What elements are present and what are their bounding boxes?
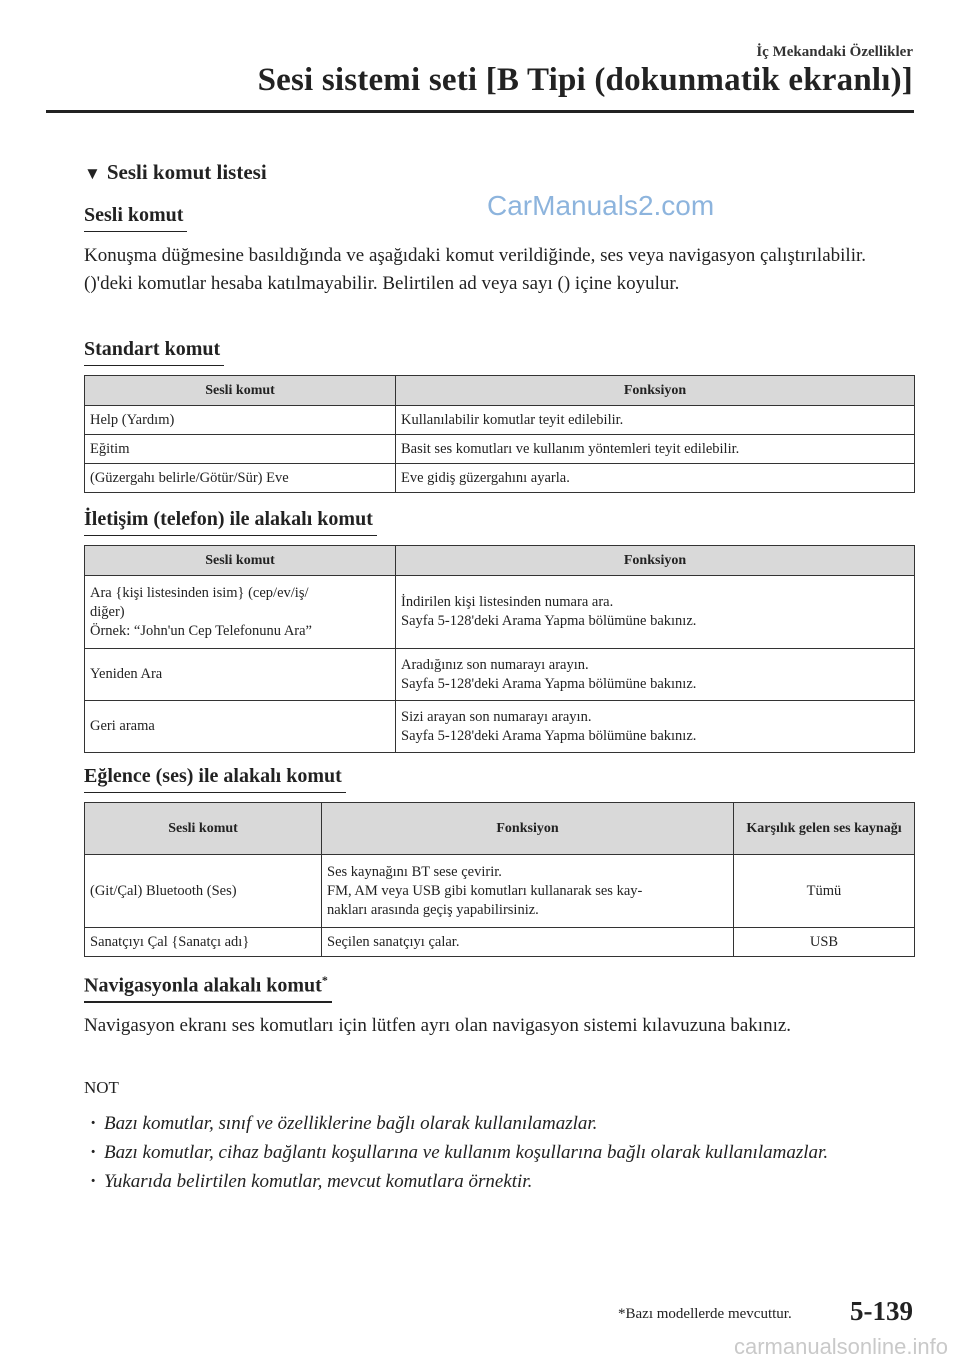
- cell-line: FM, AM veya USB gibi komutları kullanarak ses kay-: [327, 882, 643, 899]
- table-row: [85, 649, 915, 701]
- navigation-paragraph: Navigasyon ekranı ses komutları için lütfen ayrı olan navigasyon sistemi kılavuzuna bakınız.: [84, 1015, 792, 1036]
- column-header: Sesli komut: [85, 376, 396, 406]
- asterisk-marker: *: [321, 973, 328, 987]
- cell-line: nakları arasında geçiş yapabilirsiniz.: [327, 901, 539, 918]
- function-cell: [396, 701, 915, 753]
- column-header: Fonksiyon: [322, 803, 734, 855]
- standard-command-heading-text: Standart komut: [84, 338, 221, 360]
- heading-underline: [84, 535, 377, 537]
- cell-line: Ses kaynağını BT sese çevirir.: [327, 863, 502, 880]
- phone-command-heading: [84, 508, 373, 531]
- watermark-logo: CarManuals2.com: [487, 190, 715, 221]
- table-row: [85, 464, 915, 493]
- source-cell: Tümü: [734, 855, 915, 928]
- command-cell: (Git/Çal) Bluetooth (Ses): [85, 855, 322, 928]
- cell-line: Yeniden Ara: [90, 666, 163, 682]
- cell-line: Ara {kişi listesinden isim} (cep/ev/iş/: [90, 584, 309, 601]
- heading-underline: [84, 792, 346, 794]
- cell-line: Aradığınız son numarayı arayın.: [401, 656, 589, 673]
- heading-underline: [84, 365, 224, 367]
- source-cell: USB: [734, 928, 915, 957]
- function-cell: [322, 928, 734, 957]
- table-row: [85, 435, 915, 464]
- note-title: NOT: [84, 1078, 119, 1097]
- cell-line: Sizi arayan son numarayı arayın.: [401, 708, 592, 725]
- footnote: *Bazı modellerde mevcuttur.: [618, 1306, 792, 1322]
- standard-command-heading: [84, 338, 220, 361]
- note-list: [92, 1110, 852, 1197]
- cell-line: Sayfa 5-128'deki Arama Yapma bölümüne bakınız.: [401, 675, 697, 692]
- phone-command-heading-text: İletişim (telefon) ile alakalı komut: [84, 508, 373, 530]
- column-header: Sesli komut: [85, 546, 396, 576]
- function-cell: [396, 649, 915, 701]
- heading-underline: [84, 231, 187, 233]
- command-cell: Sanatçıyı Çal {Sanatçı adı}: [85, 928, 322, 957]
- cell-line: Geri arama: [90, 718, 155, 734]
- table-row: [85, 855, 915, 928]
- header-section-label: İç Mekandaki Özellikler: [756, 44, 913, 60]
- command-cell: Help (Yardım): [85, 406, 396, 435]
- page-number: 5-139: [850, 1296, 913, 1326]
- function-cell: Eve gidiş güzergahını ayarla.: [396, 464, 915, 493]
- function-cell: Basit ses komutları ve kullanım yöntemleri teyit edilebilir.: [396, 435, 915, 464]
- table-row: [85, 406, 915, 435]
- standard-command-table: [84, 375, 915, 493]
- table-row: [85, 701, 915, 753]
- site-watermark: carmanualsonline.info: [733, 1334, 948, 1359]
- function-cell: Kullanılabilir komutlar teyit edilebilir.: [396, 406, 915, 435]
- table-header-row: [85, 546, 915, 576]
- header-divider: [46, 110, 914, 113]
- command-cell: (Güzergahı belirle/Götür/Sür) Eve: [85, 464, 396, 493]
- command-cell: [85, 576, 396, 649]
- note-item: · Bazı komutlar, sınıf ve özelliklerine bağlı olarak kullanılamazlar.: [92, 1110, 852, 1137]
- command-cell: [85, 649, 396, 701]
- heading-underline: [84, 1001, 332, 1003]
- table-header-row: [85, 376, 915, 406]
- cell-line: Seçilen sanatçıyı çalar.: [327, 933, 460, 950]
- table-header-row: [85, 803, 915, 855]
- column-header: Fonksiyon: [396, 546, 915, 576]
- phone-command-table: [84, 545, 915, 753]
- navigation-command-heading-text: Navigasyonla alakalı komut: [84, 974, 322, 997]
- intro-paragraph: Konuşma düğmesine basıldığında ve aşağıdaki komut verildiğinde, ses veya navigasyon çalıştırılabilir. ()'deki komutlar hesaba katılmayabilir. Belirtilen ad veya sayı () içine koyulur.: [84, 245, 867, 294]
- voice-command-heading-text: Sesli komut: [84, 204, 184, 226]
- note-item: · Bazı komutlar, cihaz bağlantı koşullarına ve kullanım koşullarına bağlı olarak kullanılamazlar.: [92, 1139, 852, 1166]
- audio-command-heading-text: Eğlence (ses) ile alakalı komut: [84, 765, 342, 787]
- note-item: · Yukarıda belirtilen komutlar, mevcut komutlara örnektir.: [92, 1168, 852, 1195]
- command-cell: [85, 701, 396, 753]
- function-cell: [322, 855, 734, 928]
- triangle-down-icon: ▼: [84, 164, 101, 183]
- cell-line: İndirilen kişi listesinden numara ara.: [401, 594, 614, 610]
- section-title: [84, 160, 267, 185]
- function-cell: [396, 576, 915, 649]
- page-title: Sesi sistemi seti [B Tipi (dokunmatik ekranlı)]: [257, 62, 913, 98]
- cell-line: diğer): [90, 603, 125, 620]
- audio-command-heading: [84, 765, 342, 788]
- section-title-text: Sesli komut listesi: [106, 160, 267, 184]
- audio-command-table: [84, 802, 915, 957]
- column-header: Sesli komut: [85, 803, 322, 855]
- cell-line: Sayfa 5-128'deki Arama Yapma bölümüne bakınız.: [401, 613, 697, 629]
- voice-command-heading: [84, 204, 183, 227]
- navigation-command-heading: [84, 973, 328, 998]
- cell-line: Sayfa 5-128'deki Arama Yapma bölümüne bakınız.: [401, 727, 697, 744]
- cell-line: Örnek: “John'un Cep Telefonunu Ara”: [90, 622, 312, 639]
- column-header: Fonksiyon: [396, 376, 915, 406]
- table-row: [85, 576, 915, 649]
- table-row: [85, 928, 915, 957]
- command-cell: Eğitim: [85, 435, 396, 464]
- column-header: Karşılık gelen ses kaynağı: [734, 803, 915, 855]
